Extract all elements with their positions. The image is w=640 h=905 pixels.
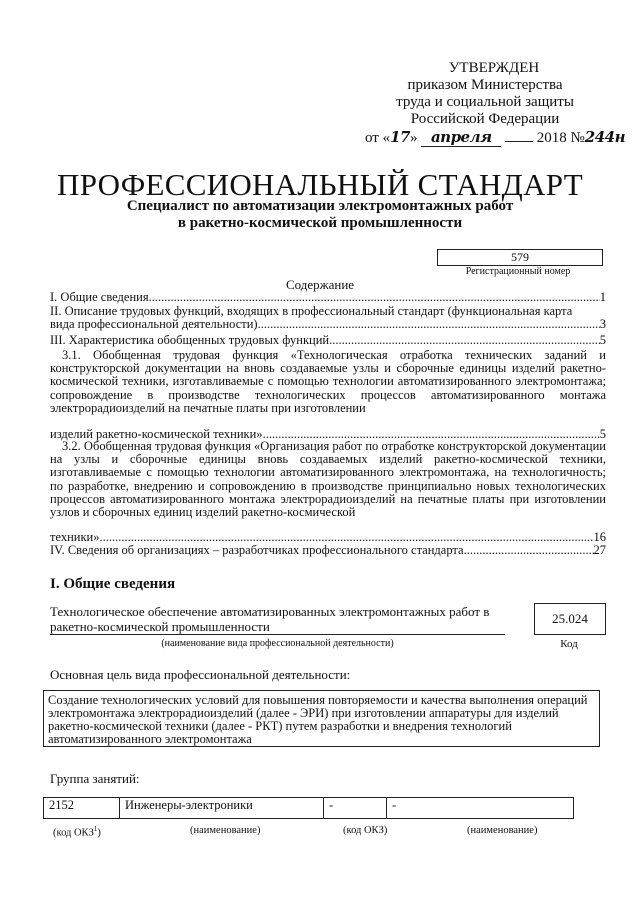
group-label: Группа занятий: <box>50 771 140 786</box>
goal-text: Создание технологических условий для повышения повторяемости и качества выполнения операций электромонтажа электрорадиоизделий (далее - ЭРИ) при изготовлении аппаратуры для изделий ракетно-космической техники (далее - РКТ) путем разработки и внедрения технологий автоматизированного электромонтажа <box>43 690 600 747</box>
toc-item[interactable]: II. Описание трудовых функций, входящих в профессиональный стандарт (функциональная карта вида профессиональной деятельности) ..... 3 <box>50 305 606 331</box>
approval-title: УТВЕРЖДЕН <box>448 60 540 76</box>
okz-name-cell: Инженеры-электроники <box>120 798 324 819</box>
caption-name-2: (наименование) <box>467 825 538 836</box>
approval-block <box>365 60 626 147</box>
table-row <box>44 798 574 819</box>
approval-year: 2018 <box>536 130 567 146</box>
okz-name-cell-2: - <box>387 798 574 819</box>
date-prefix: от « <box>365 130 391 146</box>
toc-item-end[interactable]: техники» ..... 16 <box>50 531 606 544</box>
subtitle-line: Специалист по автоматизации электромонтажных работ <box>126 198 514 214</box>
goal-label: Основная цель вида профессиональной деятельности: <box>50 667 351 682</box>
toc-item[interactable]: 3.2. Обобщенная трудовая функция «Организация работ по отработке конструкторской документации на узлы и сборочные единицы вновь создаваемых изделий ракетно-космической техники, изготавливаемые с помощью технологии автоматизированного электромонтажа, на технологичность; по разработке, внедрению и сопровождению в производстве принципиально новых технологических процессов автоматизированного монтажа электрорадиоизделий на печатные платы при изготовлении узлов и сборочных единиц изделий ракетно-космической <box>50 439 606 520</box>
approval-line: Российской Федерации <box>410 111 560 127</box>
handwritten-day: 17 <box>390 128 410 146</box>
number-prefix: № <box>570 130 585 146</box>
caption-okz-code-2: (код ОКЗ) <box>343 825 388 836</box>
approval-date-line: от «17» апреля 2018 №244н <box>365 128 626 146</box>
section-heading: I. Общие сведения <box>50 576 176 592</box>
registration-label: Регистрационный номер <box>465 266 571 277</box>
approval-line: приказом Министерства <box>407 77 563 93</box>
registration-number: 579 <box>437 249 603 266</box>
code-caption: Код <box>560 638 578 650</box>
toc-item-end[interactable]: изделий ракетно-космической техники» ..... 5 <box>50 428 606 441</box>
toc-item[interactable]: 3.1. Обобщенная трудовая функция «Технологическая отработка технических заданий и конструкторской документации на вновь создаваемые узлы и сборочные единицы изделий ракетно-космической техники, изготавливаемые с помощью технологии автоматизированного электромонтажа; сопровождение в производстве технологических процессов автоматизированного монтажа электрорадиоизделий на печатные платы при изготовлении <box>50 348 606 415</box>
document-title: ПРОФЕССИОНАЛЬНЫЙ СТАНДАРТ <box>57 167 583 202</box>
document-subtitle <box>0 198 640 232</box>
caption-okz-code: (код ОКЗ$^1$) <box>53 825 101 839</box>
occupation-group-table <box>43 797 574 819</box>
okz-code-cell: 2152 <box>44 798 120 819</box>
toc-item[interactable]: IV. Сведения об организациях – разработчиках профессионального стандарта ..... 27 <box>50 544 606 557</box>
toc-item[interactable]: I. Общие сведения ..... 1 <box>50 291 606 304</box>
activity-caption: (наименование вида профессиональной деятельности) <box>161 638 394 649</box>
activity-name: Технологическое обеспечение автоматизированных электромонтажных работ в ракетно-космической промышленности <box>50 604 490 634</box>
approval-line: труда и социальной защиты <box>396 94 574 110</box>
okz-code-cell-2: - <box>324 798 387 819</box>
toc-item[interactable]: III. Характеристика обобщенных трудовых функций ..... 5 <box>50 334 606 347</box>
activity-code: 25.024 <box>534 603 606 635</box>
handwritten-order-number: 244н <box>584 128 626 146</box>
subtitle-line: в ракетно-космической промышленности <box>177 215 463 231</box>
underline <box>50 634 505 635</box>
contents-title: Содержание <box>285 277 355 292</box>
handwritten-month: апреля <box>421 129 501 147</box>
caption-name: (наименование) <box>190 825 261 836</box>
